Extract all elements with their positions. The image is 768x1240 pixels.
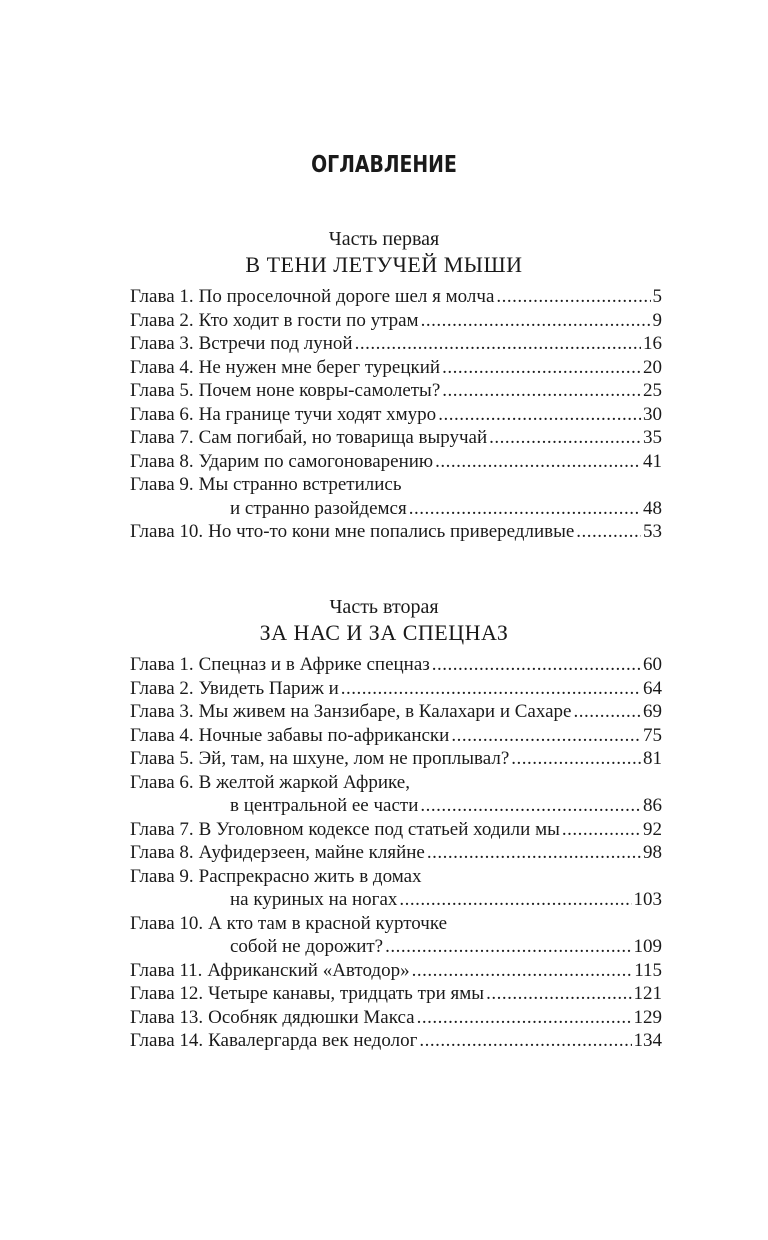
chapter-number: Глава 10. <box>130 521 204 542</box>
chapter-title: Кто ходит в гости по утрам <box>198 309 419 331</box>
toc-entry <box>130 451 662 475</box>
chapter-title: Мы странно встретились <box>198 474 402 495</box>
chapter-number: Глава 1. <box>130 654 194 675</box>
toc-entry <box>130 960 662 984</box>
part-1-title: В ТЕНИ ЛЕТУЧЕЙ МЫШИ <box>245 252 523 277</box>
leader-dots <box>435 451 641 473</box>
toc-entry-continuation <box>130 889 662 913</box>
chapter-title: Особняк дядюшки Макса <box>208 1006 415 1028</box>
leader-dots <box>451 725 641 747</box>
page-number: 69 <box>643 701 662 722</box>
chapter-title-line2: собой не дорожит? <box>230 936 384 957</box>
leader-dots <box>421 310 651 332</box>
toc-entry <box>130 286 662 310</box>
chapter-title: А кто там в красной курточке <box>208 912 448 934</box>
leader-dots <box>511 748 641 770</box>
leader-dots <box>399 889 631 911</box>
chapter-number: Глава 11. <box>130 959 203 981</box>
page-number: 129 <box>633 1006 662 1028</box>
page-number: 98 <box>643 842 662 863</box>
chapter-title: Распрекрасно жить в домах <box>198 865 422 887</box>
page-number: 121 <box>633 983 662 1004</box>
page-number: 75 <box>643 724 662 746</box>
chapter-title: Сам погибай, но товарища выручай <box>198 427 488 448</box>
toc-entry <box>130 1030 662 1054</box>
leader-dots <box>486 983 631 1005</box>
page-number: 60 <box>643 654 662 675</box>
toc-entry <box>130 474 662 498</box>
chapter-number: Глава 7. <box>130 818 194 840</box>
chapter-number: Глава 6. <box>130 403 194 425</box>
leader-dots <box>562 819 641 841</box>
chapter-number: Глава 9. <box>130 865 194 887</box>
part-1-contents <box>130 286 662 545</box>
toc-entry-continuation <box>130 936 662 960</box>
page-number: 20 <box>643 356 662 378</box>
chapter-number: Глава 2. <box>130 677 194 699</box>
chapter-number: Глава 4. <box>130 724 194 746</box>
chapter-title: Не нужен мне берег турецкий <box>198 356 441 378</box>
chapter-title: Африканский «Автодор» <box>207 959 410 981</box>
toc-entry-continuation <box>130 498 662 522</box>
toc-entry <box>130 380 662 404</box>
toc-entry <box>130 983 662 1007</box>
page-number: 53 <box>643 521 662 542</box>
chapter-number: Глава 6. <box>130 771 194 793</box>
leader-dots <box>438 404 641 426</box>
chapter-title: Спецназ и в Африке спецназ <box>198 654 430 675</box>
leader-dots <box>419 1030 631 1052</box>
page-number: 109 <box>633 936 662 957</box>
part-2-contents <box>130 654 662 1054</box>
chapter-number: Глава 8. <box>130 450 194 472</box>
leader-dots <box>427 842 641 864</box>
toc-entry <box>130 748 662 772</box>
chapter-title: Но что-то кони мне попались привередливые <box>208 521 575 542</box>
page-number: 86 <box>643 795 662 816</box>
chapter-title: На границе тучи ходят хмуро <box>198 403 437 425</box>
leader-dots <box>576 521 641 543</box>
leader-dots <box>417 1007 632 1029</box>
chapter-number: Глава 1. <box>130 286 194 307</box>
part-1-label: Часть первая <box>328 228 440 250</box>
chapter-title-line2: в центральной ее части <box>230 795 419 816</box>
chapter-title: Мы живем на Занзибаре, в Калахари и Сахаре <box>198 701 572 722</box>
chapter-number: Глава 4. <box>130 356 194 378</box>
toc-entry <box>130 678 662 702</box>
toc-heading: ОГЛАВЛЕНИЕ <box>311 152 457 178</box>
chapter-number: Глава 5. <box>130 748 194 769</box>
page-number: 30 <box>643 403 662 425</box>
chapter-title: Ауфидерзеен, майне кляйне <box>198 842 425 863</box>
page-number: 134 <box>633 1030 662 1051</box>
page-number: 48 <box>643 497 662 519</box>
toc-entry <box>130 701 662 725</box>
chapter-number: Глава 13. <box>130 1006 204 1028</box>
page-number: 115 <box>634 959 662 981</box>
leader-dots <box>432 654 641 676</box>
leader-dots <box>442 380 641 402</box>
chapter-title: В желтой жаркой Африке, <box>198 771 410 793</box>
page-number: 5 <box>652 286 662 307</box>
page-number: 103 <box>633 889 662 910</box>
leader-dots <box>573 701 641 723</box>
leader-dots <box>489 427 641 449</box>
toc-entry <box>130 427 662 451</box>
chapter-number: Глава 3. <box>130 333 194 354</box>
chapter-number: Глава 3. <box>130 701 194 722</box>
leader-dots <box>341 678 641 700</box>
chapter-title-line2: на куриных на ногах <box>230 889 398 910</box>
toc-entry <box>130 842 662 866</box>
chapter-title-line2: и странно разойдемся <box>230 497 407 519</box>
leader-dots <box>442 357 641 379</box>
chapter-title: Почем ноне ковры-самолеты? <box>198 380 441 401</box>
chapter-title: Четыре канавы, тридцать три ямы <box>208 983 485 1004</box>
chapter-number: Глава 12. <box>130 983 204 1004</box>
toc-entry <box>130 357 662 381</box>
leader-dots <box>496 286 650 308</box>
chapter-title: Увидеть Париж и <box>198 677 339 699</box>
chapter-number: Глава 9. <box>130 474 194 495</box>
page-number: 25 <box>643 380 662 401</box>
chapter-number: Глава 14. <box>130 1030 204 1051</box>
page-number: 9 <box>652 309 662 331</box>
toc-entry <box>130 333 662 357</box>
part-1-header <box>0 227 768 279</box>
chapter-number: Глава 10. <box>130 912 204 934</box>
toc-entry <box>130 404 662 428</box>
part-2-title: ЗА НАС И ЗА СПЕЦНАЗ <box>259 620 509 645</box>
chapter-number: Глава 2. <box>130 309 194 331</box>
chapter-number: Глава 8. <box>130 842 194 863</box>
toc-entry <box>130 654 662 678</box>
chapter-title: Эй, там, на шхуне, лом не проплывал? <box>198 748 510 769</box>
toc-entry <box>130 725 662 749</box>
page-number: 41 <box>643 450 662 472</box>
toc-entry <box>130 819 662 843</box>
page-number: 35 <box>643 427 662 448</box>
chapter-title: Ночные забавы по-африкански <box>198 724 450 746</box>
chapter-title: По проселочной дороге шел я молча <box>198 286 495 307</box>
part-2-label: Часть вторая <box>329 596 439 618</box>
toc-entry <box>130 521 662 545</box>
leader-dots <box>355 333 641 355</box>
chapter-title: Кавалергарда век недолог <box>208 1030 418 1051</box>
toc-entry <box>130 913 662 937</box>
toc-entry <box>130 866 662 890</box>
leader-dots <box>385 936 631 958</box>
page-number: 64 <box>643 677 662 699</box>
chapter-title: Ударим по самогоноварению <box>198 450 434 472</box>
chapter-title: Встречи под луной <box>198 333 353 354</box>
leader-dots <box>412 960 633 982</box>
page-number: 92 <box>643 818 662 840</box>
toc-entry <box>130 1007 662 1031</box>
leader-dots <box>409 498 641 520</box>
leader-dots <box>420 795 641 817</box>
page-number: 81 <box>643 748 662 769</box>
toc-entry <box>130 310 662 334</box>
page-number: 16 <box>643 333 662 354</box>
chapter-title: В Уголовном кодексе под статьей ходили мы <box>198 818 560 840</box>
toc-entry-continuation <box>130 795 662 819</box>
chapter-number: Глава 5. <box>130 380 194 401</box>
chapter-number: Глава 7. <box>130 427 194 448</box>
part-2-header <box>0 595 768 647</box>
toc-entry <box>130 772 662 796</box>
